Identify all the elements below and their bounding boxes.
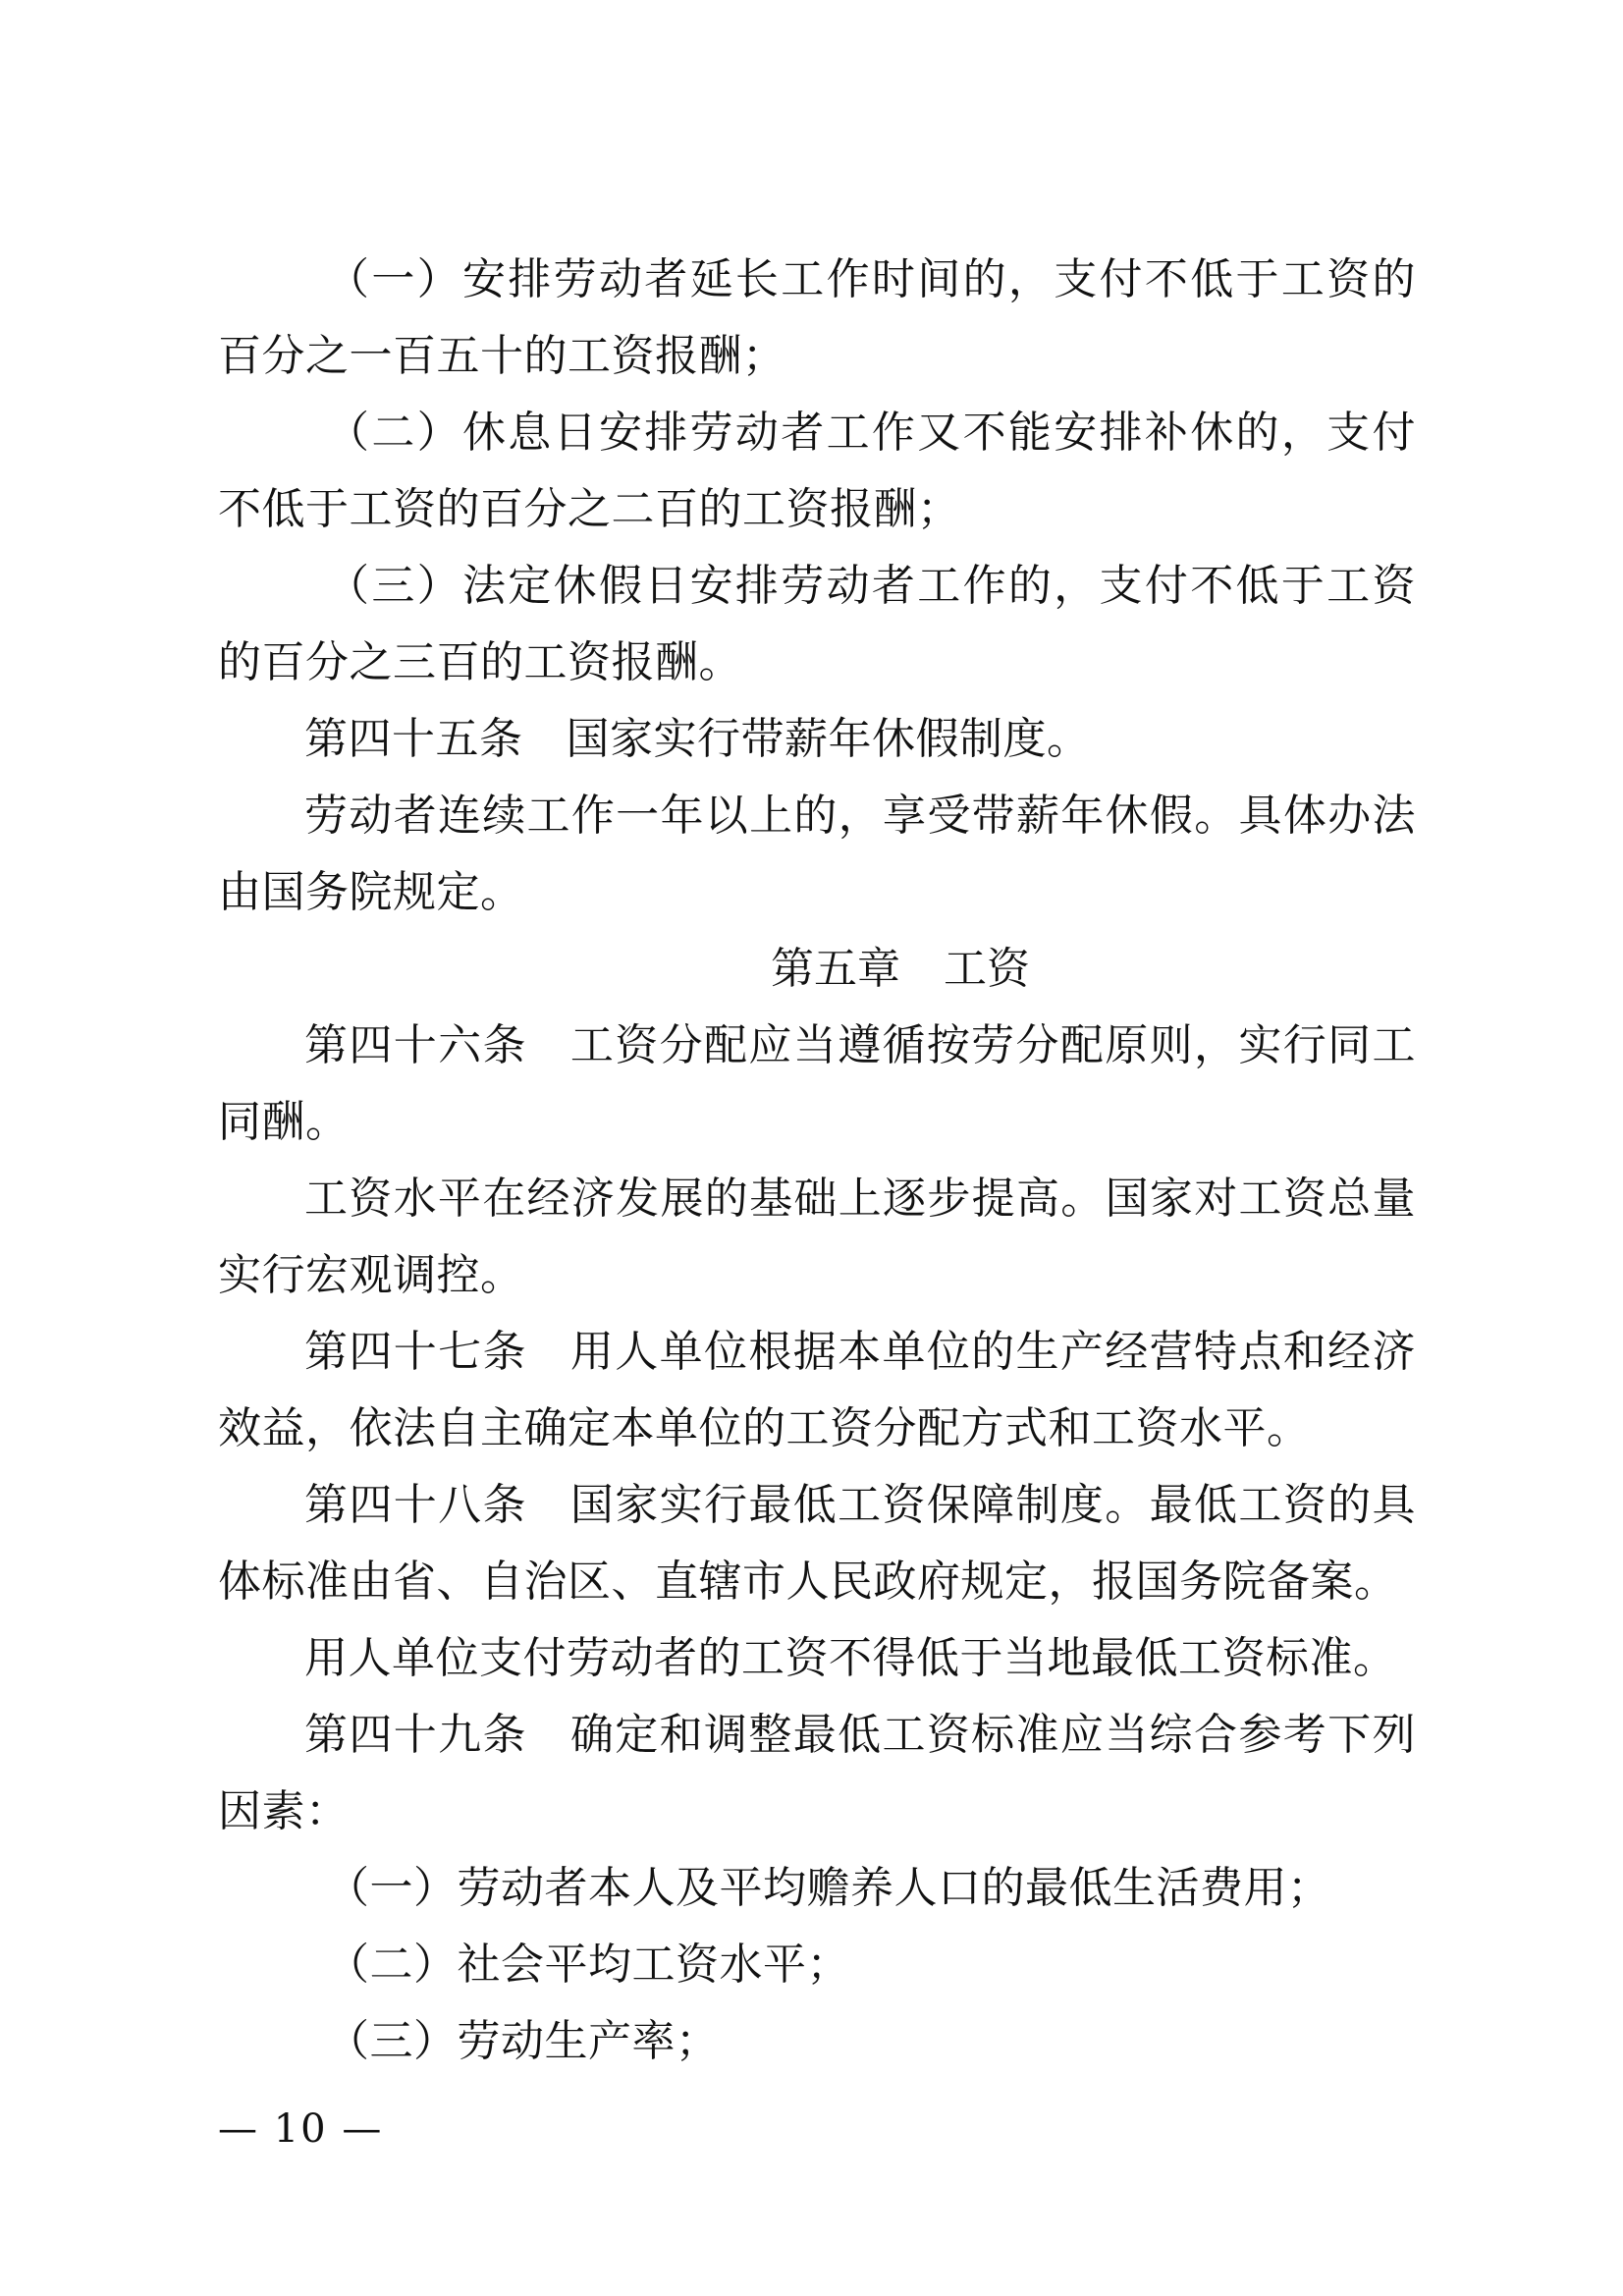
chapter-number: 第五章 — [771, 944, 900, 994]
chapter-title: 工资 — [944, 944, 1030, 994]
article-text: 确定和调整最低工资标准应当综合参考下列因素： — [218, 1710, 1417, 1836]
paragraph-text: （一）劳动者本人及平均赡养人口的最低生活费用； — [326, 1863, 1331, 1913]
article-number: 第四十七条 — [304, 1327, 527, 1377]
min-wage-factor-item-1 — [218, 1850, 1416, 1927]
wage-overtime-item-3 — [218, 548, 1416, 701]
paragraph-text: 工资水平在经济发展的基础上逐步提高。国家对工资总量实行宏观调控。 — [218, 1174, 1416, 1300]
article-text: 工资分配应当遵循按劳分配原则，实行同工同酬。 — [218, 1020, 1417, 1147]
article-46 — [218, 1008, 1416, 1161]
wage-overtime-item-1 — [218, 242, 1416, 395]
paragraph-text: 用人单位支付劳动者的工资不得低于当地最低工资标准。 — [304, 1633, 1397, 1683]
article-number: 第四十九条 — [304, 1710, 527, 1760]
article-text: 用人单位根据本单位的生产经营特点和经济效益，依法自主确定本单位的工资分配方式和工资水平。 — [218, 1327, 1417, 1453]
paragraph-text: （三）法定休假日安排劳动者工作的，支付不低于工资的百分之三百的工资报酬。 — [218, 561, 1416, 687]
document-body — [218, 242, 1416, 2080]
article-49 — [218, 1697, 1416, 1850]
article-48-paragraph-2 — [218, 1620, 1416, 1697]
article-46-paragraph-2 — [218, 1161, 1416, 1314]
article-text: 国家实行带薪年休假制度。 — [566, 714, 1091, 764]
min-wage-factor-item-2 — [218, 1927, 1416, 2003]
article-number: 第四十五条 — [304, 714, 523, 764]
paragraph-text: 劳动者连续工作一年以上的，享受带薪年休假。具体办法由国务院规定。 — [218, 791, 1416, 917]
page-number: — 10 — — [218, 2106, 384, 2152]
paragraph-text: （三）劳动生产率； — [326, 2016, 720, 2066]
article-45 — [218, 701, 1416, 778]
article-text: 国家实行最低工资保障制度。最低工资的具体标准由省、自治区、直辖市人民政府规定，报国务院备案。 — [218, 1480, 1417, 1607]
min-wage-factor-item-3 — [218, 2003, 1416, 2080]
article-number: 第四十六条 — [304, 1020, 527, 1070]
paragraph-text: （二）社会平均工资水平； — [326, 1940, 850, 1990]
wage-overtime-item-2 — [218, 395, 1416, 548]
article-47 — [218, 1314, 1416, 1467]
paragraph-text: （一）安排劳动者延长工作时间的，支付不低于工资的百分之一百五十的工资报酬； — [218, 254, 1416, 381]
article-48 — [218, 1467, 1416, 1620]
article-number: 第四十八条 — [304, 1480, 527, 1530]
chapter-heading — [218, 931, 1416, 1008]
article-45-paragraph-2 — [218, 778, 1416, 931]
paragraph-text: （二）休息日安排劳动者工作又不能安排补休的，支付不低于工资的百分之二百的工资报酬； — [218, 408, 1416, 534]
